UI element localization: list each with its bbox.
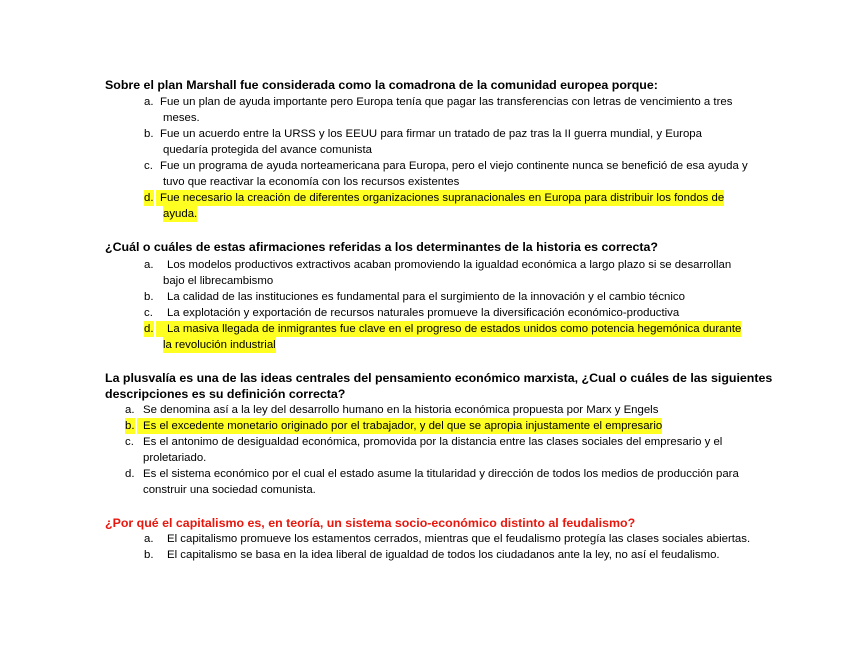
q3-option-c-marker: c. xyxy=(125,436,134,448)
q2-option-b-marker: b. xyxy=(144,291,154,303)
q1-option-d-text-1: Fue necesario la creación de diferentes organizaciones supranacionales en Europa para distribuir los fondos de xyxy=(156,190,724,206)
q3-option-a-text-1: Se denomina así a la ley del desarrollo humano en la historia económica propuesta por Marx y Engels xyxy=(143,404,659,416)
q2-option-d-text-1: La masiva llegada de inmigrantes fue clave en el progreso de estados unidos como potencia hegemónica durante xyxy=(156,321,741,337)
question-4-title: ¿Por qué el capitalismo es, en teoría, un sistema socio-económico distinto al feudalismo? xyxy=(105,516,636,530)
question-3-title-line-2: descripciones es su definición correcta? xyxy=(105,387,346,401)
q1-option-b-text-1: Fue un acuerdo entre la URSS y los EEUU para firmar un tratado de paz tras la II guerra mundial, y Europa xyxy=(160,128,702,140)
q2-option-c-marker: c. xyxy=(144,307,153,319)
q2-option-a-text-1: Los modelos productivos extractivos acaban promoviendo la igualdad económica a largo plazo si se desarrollan xyxy=(167,259,732,271)
q1-option-a-text-2: meses. xyxy=(163,112,200,124)
q4-option-a-text-1: El capitalismo promueve los estamentos cerrados, mientras que el feudalismo protegía las clases sociales abiertas. xyxy=(167,533,751,545)
q3-option-d-marker: d. xyxy=(125,468,135,480)
q1-option-c-text-1: Fue un programa de ayuda norteamericana para Europa, pero el viejo continente nunca se benefició de esa ayuda y xyxy=(160,160,748,172)
q3-option-c-text-1: Es el antonimo de desigualdad económica, promovida por la distancia entre las clases sociales del empresario y el xyxy=(143,436,723,448)
q3-option-b-marker: b. xyxy=(125,420,135,432)
q3-option-d-text-2: construir una sociedad comunista. xyxy=(143,484,316,496)
q3-option-a-marker: a. xyxy=(125,404,135,416)
q1-option-c-marker: c. xyxy=(144,160,153,172)
q2-option-b-text-1: La calidad de las instituciones es fundamental para el surgimiento de la innovación y el cambio técnico xyxy=(167,291,685,303)
q1-option-a-text-1: Fue un plan de ayuda importante pero Europa tenía que pagar las transferencias con letras de vencimiento a tres xyxy=(160,96,733,108)
q2-option-a-text-2: bajo el librecambismo xyxy=(163,275,274,287)
q1-option-c-text-2: tuvo que reactivar la economía con los recursos existentes xyxy=(163,176,460,188)
q1-option-d-marker: d. xyxy=(144,192,154,204)
question-3-title-line-1: La plusvalía es una de las ideas centrales del pensamiento económico marxista, ¿Cual o cuáles de las siguientes xyxy=(105,371,773,385)
question-1-title: Sobre el plan Marshall fue considerada como la comadrona de la comunidad europea porque: xyxy=(105,78,658,92)
q3-option-c-text-2: proletariado. xyxy=(143,452,207,464)
q3-option-d-text-1: Es el sistema económico por el cual el estado asume la titularidad y dirección de todos los medios de producción para xyxy=(143,468,739,480)
q4-option-b-marker: b. xyxy=(144,549,154,561)
q1-option-a-marker: a. xyxy=(144,96,154,108)
q1-option-b-text-2: quedaría protegida del avance comunista xyxy=(163,144,372,156)
q2-option-d-text-2: la revolución industrial xyxy=(163,339,276,351)
q4-option-a-marker: a. xyxy=(144,533,154,545)
q1-option-d-text-2: ayuda. xyxy=(163,208,198,220)
q2-option-a-marker: a. xyxy=(144,259,154,271)
q1-option-b-marker: b. xyxy=(144,128,154,140)
question-2-title: ¿Cuál o cuáles de estas afirmaciones referidas a los determinantes de la historia es correcta? xyxy=(105,240,658,254)
q4-option-b-text-1: El capitalismo se basa en la idea liberal de igualdad de todos los ciudadanos ante la ley, no así el feudalismo. xyxy=(167,549,720,561)
q3-option-b-text-1: Es el excedente monetario originado por el trabajador, y del que se apropia injustamente el empresario xyxy=(137,418,662,434)
q2-option-c-text-1: La explotación y exportación de recursos naturales promueve la diversificación económico-productiva xyxy=(167,307,680,319)
q2-option-d-marker: d. xyxy=(144,323,154,335)
